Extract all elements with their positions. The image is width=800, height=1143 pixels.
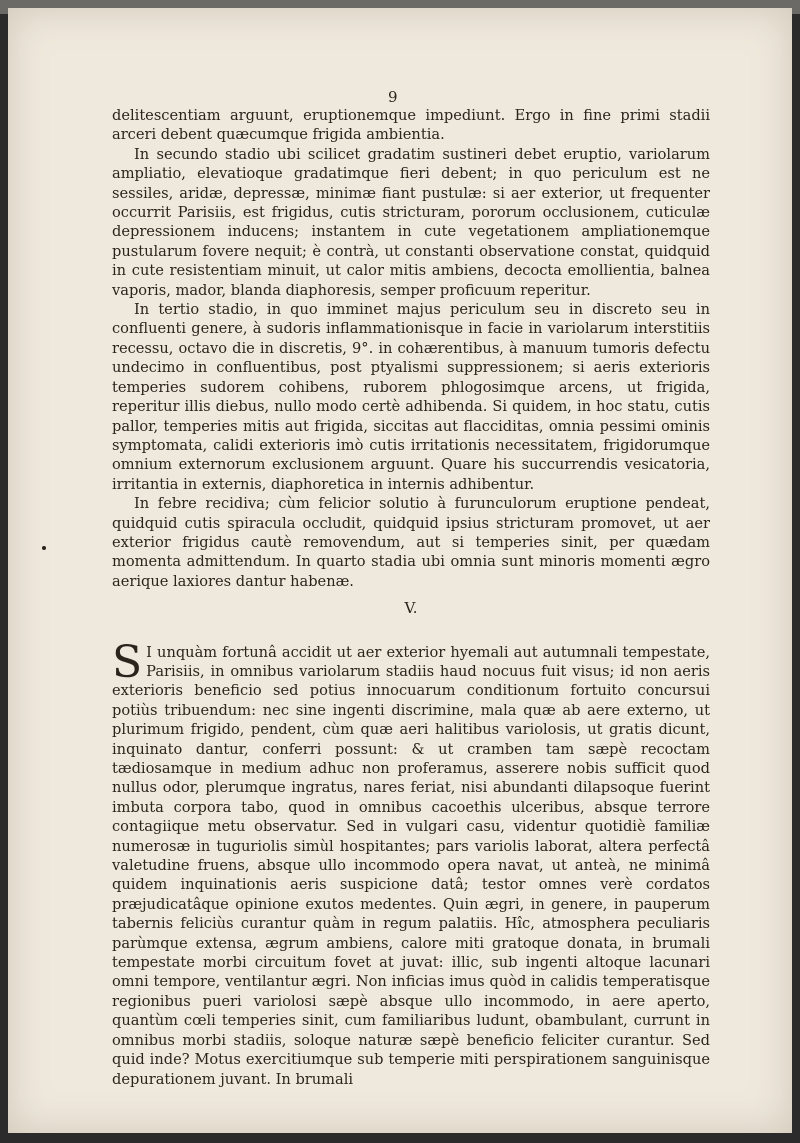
drop-cap: S <box>112 636 143 688</box>
section-heading: V. <box>404 599 418 618</box>
page-text <box>112 90 710 1089</box>
section-paragraph-text: I unquàm fortunâ accidit ut aer exterior hyemali aut autumnali tempestate, Parisiis, in omnibus variolarum stadiis haud nocuus fuit visus; id non aeris exterioris beneficio sed potius innocuarum conditionum fortuito concursui potiùs tribuendum: nec sine ingenti discrimine, mala quæ ab aere externo, ut plurimum frigido, pendent, cùm quæ aeri halitibus variolosis, ut gratis dicunt, inquinato dantur, conferri possunt: & ut cramben tam sæpè recoctam tædiosamque in medium adhuc non proferamus, asserere nobis sufficit quod nullus odor, plerumque ingratus, nares feriat, nisi abundanti dilapsoque fuerint imbuta corpora tabo, quod in omnibus cacoethis ulceribus, absque terrore contagiique metu observatur. Sed in vulgari casu, videntur quotidiè familiæ numerosæ in tuguriolis simùl hospitantes; pars variolis laborat, altera perfectâ valetudine fruens, absque ullo incommodo opera navat, ut anteà, ne minimâ quidem inquinationis aeris suspicione datâ; testor omnes verè cordatos præjudicatâque opinione exutos medentes. Quin ægri, in genere, in pauperum tabernis feliciùs curantur quàm in regum palatiis. Hîc, atmosphera peculiaris parùmque extensa, ægrum ambiens, calore miti gratoque donata, in brumali tempestate morbi circuitum fovet at juvat: illic, sub ingenti altoque lacunari omni tempore, ventilantur ægri. Non inficias imus quòd in calidis temperatisque regionibus pueri variolosi sæpè absque ullo incommodo, in aere aperto, quantùm cœli temperies sinit, cum familiaribus ludunt, obambulant, currunt in omnibus morbi stadiis, soloque naturæ sæpè beneficio feliciter curantur. Sed quid inde? Motus exercitiumque sub temperie miti perspirationem sanguinisque depurationem juvant. In brumali <box>112 643 710 1088</box>
paragraph-4: In febre recidiva; cùm felicior solutio à furunculorum eruptione pendeat, quidquid cutis spiracula occludit, quidquid ipsius stricturam promovet, ut aer exterior frigidus cautè removendum, aut si temperies sinit, per quædam momenta admittendum. In quarto stadia ubi omnia sunt minoris momenti ægro aerique laxiores dantur habenæ. <box>112 495 710 590</box>
paragraph-3: In tertio stadio, in quo imminet majus periculum seu in discreto seu in confluenti genere, à sudoris inflammationisque in facie in variolarum interstitiis recessu, octavo die in discretis, 9°. in cohærentibus, à manuum tumoris defectu undecimo in confluentibus, post ptyalismi suppressionem; si aeris exterioris temperies sudorem cohibens, ruborem phlogosimque arcens, ut frigida, reperitur illis diebus, nullo modo certè adhibenda. Si quidem, in hoc statu, cutis pallor, temperies mitis aut frigida, siccitas aut flacciditas, omnia pessimi ominis symptomata, calidi exterioris imò cutis irritationis necessitatem, frigidorumque omnium externorum exclusionem arguunt. Quare his succurrendis vesicatoria, irritantia in externis, diaphoretica in internis adhibentur. <box>112 301 710 493</box>
paragraph-1: delitescentiam arguunt, eruptionemque impediunt. Ergo in fine primi stadii arceri debent quæcumque frigida ambientia. <box>112 107 710 144</box>
margin-dot <box>42 546 46 550</box>
section-paragraph <box>112 636 710 1089</box>
paragraph-2: In secundo stadio ubi scilicet gradatim sustineri debet eruptio, variolarum ampliatio, elevatioque gradatimque fieri debent; in quo periculum est ne sessiles, aridæ, depressæ, minimæ fiant pustulæ: si aer exterior, ut frequenter occurrit Parisiis, est frigidus, cutis stricturam, pororum occlusionem, cuticulæ depressionem inducens; instantem in cute vegetationem ampliationemque pustularum fovere nequit; è contrà, ut constanti observatione constat, quidquid in cute resistentiam minuit, ut calor mitis ambiens, decocta emollientia, balnea vaporis, mador, blanda diaphoresis, semper proficuum reperitur. <box>112 145 710 299</box>
page-number: 9 <box>388 88 398 106</box>
